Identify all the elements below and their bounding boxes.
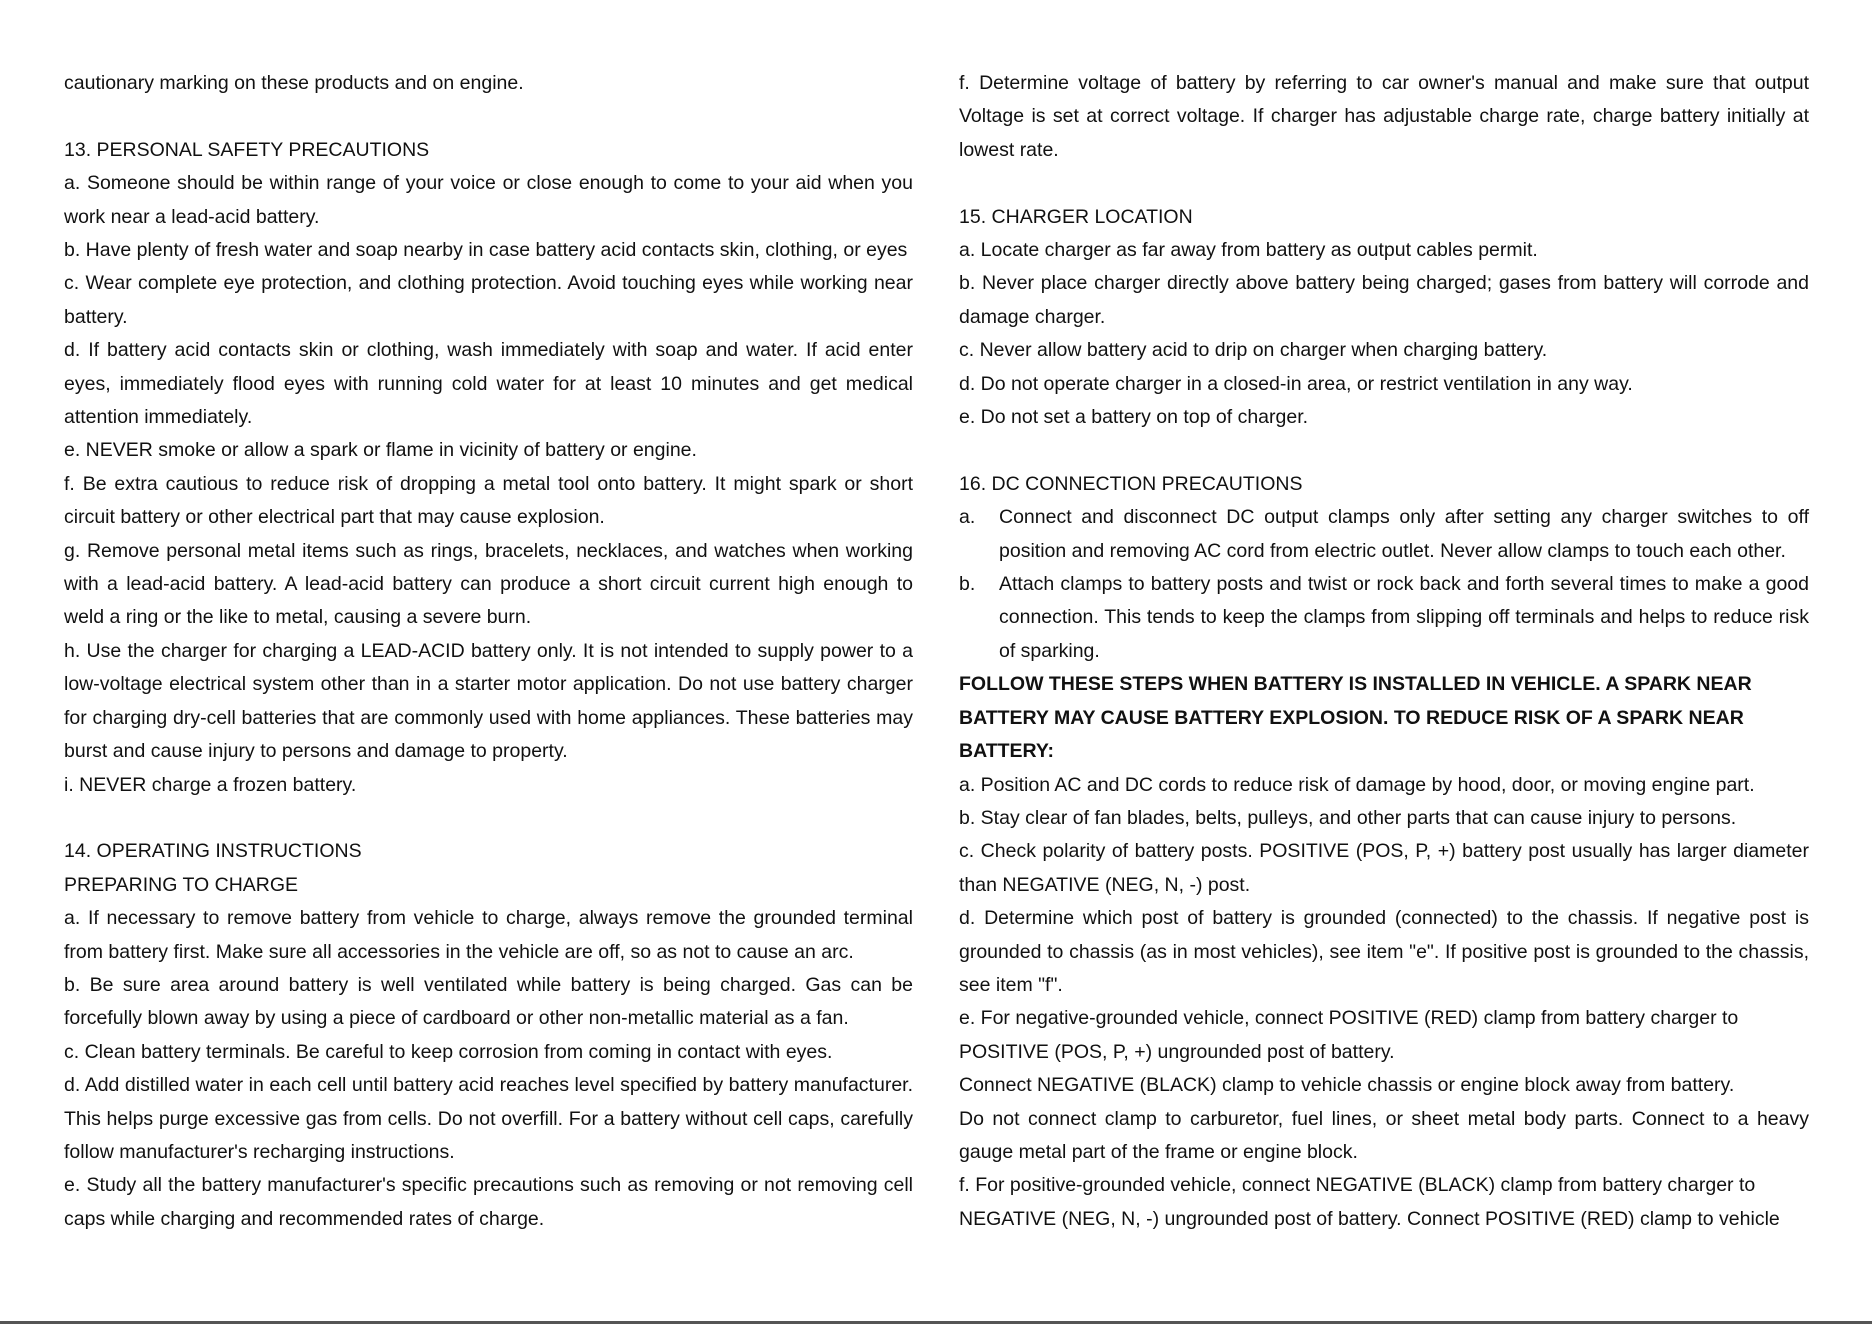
s14-item-e: e. Study all the battery manufacturer's specific precautions such as removing or not removing cell caps while charging and recommended rates of charge. [64, 1174, 913, 1230]
section-15-title: 15. CHARGER LOCATION [959, 205, 1193, 228]
list-marker: b. [959, 573, 976, 596]
s16-item-e-line2: POSITIVE (POS, P, +) ungrounded post of battery. [959, 1040, 1395, 1063]
s16-item-e-line1: e. For negative-grounded vehicle, connect POSITIVE (RED) clamp from battery charger to [959, 1007, 1739, 1030]
s16-hang-item-b [959, 568, 1809, 668]
left-intro-text: cautionary marking on these products and on engine. [64, 72, 524, 94]
list-item-text: Attach clamps to battery posts and twist or rock back and forth several times to make a good connection. This tends to keep the clamps from slipping off terminals and helps to reduce risk of sparking. [999, 573, 1809, 662]
section-14-subtitle: PREPARING TO CHARGE [64, 873, 299, 896]
s16-item-c: c. Check polarity of battery posts. POSITIVE (POS, P, +) battery post usually has larger diameter than NEGATIVE (NEG, N, -) post. [959, 840, 1809, 896]
s15-item-c: c. Never allow battery acid to drip on charger when charging battery. [959, 339, 1548, 362]
s13-item-d: d. If battery acid contacts skin or clothing, wash immediately with soap and water. If acid enter eyes, immediately flood eyes with running cold water for at least 10 minutes and get medical attention immediately. [64, 339, 913, 429]
section-14-title: 14. OPERATING INSTRUCTIONS [64, 840, 362, 863]
s13-item-h: h. Use the charger for charging a LEAD-ACID battery only. It is not intended to supply power to a low-voltage electrical system other than in a starter motor application. Do not use battery charger for charging dry-cell batteries that are commonly used with home appliances. These batteries may burst and cause injury to persons and damage to property. [64, 639, 913, 763]
spacer [959, 167, 1809, 200]
s14-item-b: b. Be sure area around battery is well ventilated while battery is being charged. Gas can be forcefully blown away by using a piece of cardboard or other non-metallic material as a fan. [64, 973, 913, 1030]
section-15 [959, 201, 1809, 435]
section-16-title: 16. DC CONNECTION PRECAUTIONS [959, 472, 1303, 495]
s16-item-e-line3: Connect NEGATIVE (BLACK) clamp to vehicle chassis or engine block away from battery. [959, 1074, 1735, 1097]
s16-item-f-line2: NEGATIVE (NEG, N, -) ungrounded post of battery. Connect POSITIVE (RED) clamp to vehicle [959, 1207, 1780, 1230]
spacer [959, 434, 1809, 467]
section-13-title: 13. PERSONAL SAFETY PRECAUTIONS [64, 138, 430, 161]
s13-item-g: g. Remove personal metal items such as rings, bracelets, necklaces, and watches when working with a lead-acid battery. A lead-acid battery can produce a short circuit current high enough to weld a ring or the like to metal, causing a severe burn. [64, 539, 913, 629]
left-column [64, 67, 913, 1236]
section-16 [959, 468, 1809, 1236]
s13-item-f: f. Be extra cautious to reduce risk of dropping a metal tool onto battery. It might spark or short circuit battery or other electrical part that may cause explosion. [64, 472, 913, 529]
section-14 [64, 835, 913, 1236]
s16-item-d: d. Determine which post of battery is grounded (connected) to the chassis. If negative post is grounded to chassis (as in most vehicles), see item "e". If positive post is grounded to the chassis, see item "f". [959, 907, 1809, 996]
s16-item-b: b. Stay clear of fan blades, belts, pulleys, and other parts that can cause injury to persons. [959, 806, 1737, 829]
spacer [64, 100, 913, 133]
s13-item-e: e. NEVER smoke or allow a spark or flame in vicinity of battery or engine. [64, 439, 697, 462]
s15-item-e: e. Do not set a battery on top of charger. [959, 406, 1309, 429]
list-item-text: Connect and disconnect DC output clamps only after setting any charger switches to off position and removing AC cord from electric outlet. Never allow clamps to touch each other. [999, 506, 1809, 562]
s13-item-c: c. Wear complete eye protection, and clothing protection. Avoid touching eyes while working near battery. [64, 272, 913, 328]
section-13 [64, 134, 913, 802]
s13-item-i: i. NEVER charge a frozen battery. [64, 773, 357, 796]
s15-item-d: d. Do not operate charger in a closed-in area, or restrict ventilation in any way. [959, 372, 1633, 395]
list-marker: a. [959, 506, 976, 529]
s15-item-b: b. Never place charger directly above battery being charged; gases from battery will corrode and damage charger. [959, 272, 1809, 328]
s13-item-a: a. Someone should be within range of your voice or close enough to come to your aid when you work near a lead-acid battery. [64, 172, 913, 228]
spacer [64, 802, 913, 835]
s14-item-d: d. Add distilled water in each cell until battery acid reaches level specified by battery manufacturer. This helps purge excessive gas from cells. Do not overfill. For a battery without cell caps, carefully follow manufacturer's recharging instructions. [64, 1074, 913, 1163]
s14-item-a: a. If necessary to remove battery from vehicle to charge, always remove the grounded terminal from battery first. Make sure all accessories in the vehicle are off, so as not to cause an arc. [64, 907, 913, 963]
s16-item-f-line1: f. For positive-grounded vehicle, connect NEGATIVE (BLACK) clamp from battery charger to [959, 1174, 1756, 1197]
s16-hang-item-a [959, 501, 1809, 568]
s13-item-b: b. Have plenty of fresh water and soap nearby in case battery acid contacts skin, clothing, or eyes [64, 239, 908, 262]
s16-item-e-line4: Do not connect clamp to carburetor, fuel lines, or sheet metal body parts. Connect to a heavy gauge metal part of the frame or engine block. [959, 1107, 1809, 1163]
right-intro-text: f. Determine voltage of battery by referring to car owner's manual and make sure that output Voltage is set at correct voltage. If charger has adjustable charge rate, charge battery initially at lowest rate. [959, 72, 1809, 161]
right-column [959, 67, 1809, 1236]
s15-item-a: a. Locate charger as far away from battery as output cables permit. [959, 239, 1538, 262]
s14-item-c: c. Clean battery terminals. Be careful to keep corrosion from coming in contact with eyes. [64, 1040, 833, 1063]
battery-installed-warning: FOLLOW THESE STEPS WHEN BATTERY IS INSTALLED IN VEHICLE. A SPARK NEAR BATTERY MAY CAUSE BATTERY EXPLOSION. TO REDUCE RISK OF A SPARK NEAR BATTERY: [959, 673, 1752, 763]
s16-item-a: a. Position AC and DC cords to reduce risk of damage by hood, door, or moving engine part. [959, 773, 1755, 796]
